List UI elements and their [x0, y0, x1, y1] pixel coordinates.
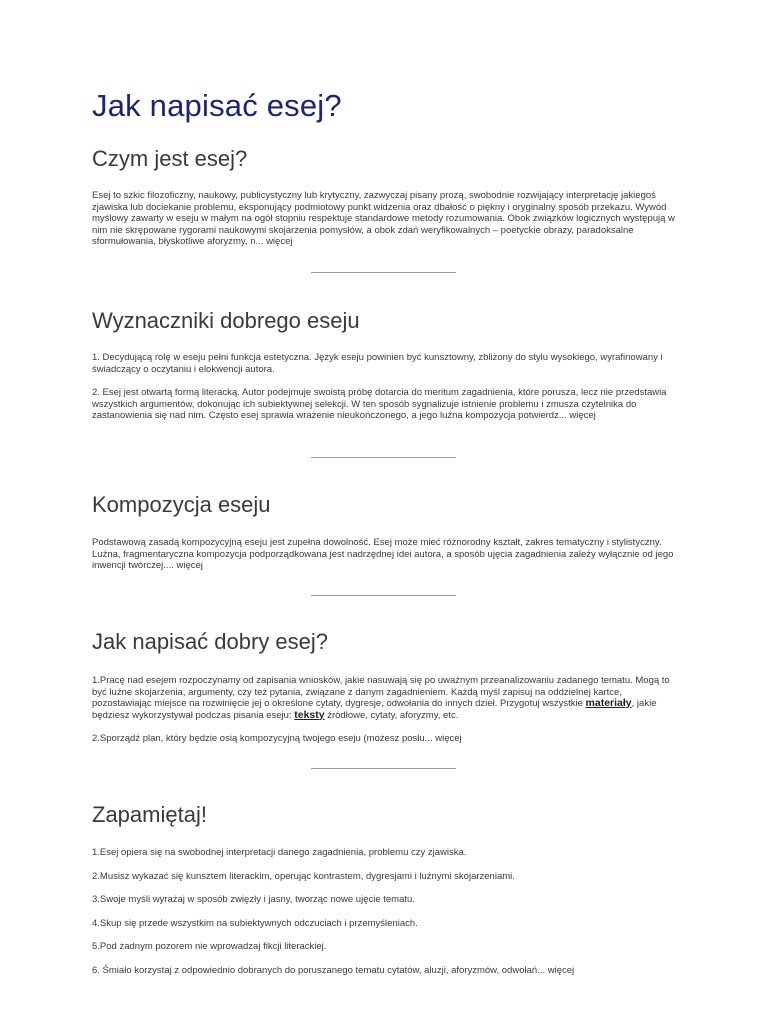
list-item — [92, 965, 682, 977]
paragraph-text: źródłowe, cytaty, aforyzmy, etc. — [324, 709, 459, 721]
section-heading-kompozycja: Kompozycja eseju — [92, 492, 271, 517]
section-heading-wyznaczniki: Wyznaczniki dobrego eseju — [92, 308, 360, 333]
teksty-link[interactable]: teksty — [294, 708, 325, 721]
list-item: 1.Esej opiera się na swobodnej interpretacji danego zagadnienia, problemu czy zjawiska. — [92, 847, 467, 858]
page-title: Jak napisać esej? — [92, 88, 342, 123]
paragraph-text: 1.Pracę nad esejem rozpoczynamy od zapisania wniosków, jakie nasuwają się po uważnym przeanalizowaniu zadanego tematu. Mogą to być luźne skojarzenia, argumenty, czy też pytania, związane z danym zagadnieniem. Każdą myśl zapisuj na oddzielnej kartce, pozostawiając miejsce na rozwinięcie jej o określone cytaty, dygresje, odwołania do innych dzieł. Przygotuj wszystkie — [92, 675, 670, 709]
paragraph-text: 2.Sporządź plan, który będzie osią kompozycyjną twojego eseju (możesz posłu... — [92, 733, 436, 744]
more-link[interactable]: więcej — [547, 965, 575, 976]
section-text-jak-napisac-1 — [92, 675, 682, 721]
section-heading-jak-napisac: Jak napisać dobry esej? — [92, 629, 329, 654]
more-link[interactable]: więcej — [266, 236, 293, 247]
more-link[interactable]: więcej — [435, 733, 462, 744]
section-text-jak-napisac-2 — [92, 733, 682, 745]
section-heading-zapamietaj: Zapamiętaj! — [92, 802, 207, 827]
list-item: 2.Musisz wykazać się kunsztem literackim, operując kontrastem, dygresjami i luźnymi skojarzeniami. — [92, 871, 515, 882]
paragraph-text: , jakie będziesz wykorzystywał podczas pisania eseju: — [92, 698, 657, 721]
paragraph-text: 6. Śmiało korzystaj z odpowiednio dobranych do poruszanego tematu cytatów, aluzji, aforyzmów, odwołań... — [92, 965, 548, 976]
section-heading-czym-jest-esej: Czym jest esej? — [92, 146, 248, 171]
list-item: 3.Swoje myśli wyrażaj w sposób zwięzły i jasny, tworząc nowe ujęcie tematu. — [92, 894, 415, 905]
materialy-link[interactable]: materiały — [585, 697, 632, 709]
section-text-wyznaczniki-1: 1. Decydującą rolę w eseju pełni funkcja estetyczna. Język eseju powinien być kunsztowny, zbliżony do stylu wysokiego, wyrafinowany i świadczący o oczytaniu i elokwencji autora. — [92, 352, 663, 375]
section-divider — [311, 595, 456, 596]
section-divider — [311, 457, 456, 458]
more-link[interactable]: więcej — [176, 560, 203, 571]
section-text-wyznaczniki-2 — [92, 387, 682, 422]
more-link[interactable]: więcej — [569, 410, 596, 421]
section-divider — [311, 768, 456, 769]
list-item: 5.Pod żadnym pozorem nie wprowadzaj fikcji literackiej. — [92, 941, 327, 952]
paragraph-text: 2. Esej jest otwartą formą literacką. Autor podejmuje swoistą próbę dotarcia do meritum zagadnienia, które porusza, lecz nie przedstawia wszystkich argumentów, dokonując ich subiektywnej selekcji. W ten sposób sygnalizuje istnienie problemu i zmusza czytelnika do zastanowienia się nad nim. Często esej sprawia wrażenie nieukończonego, a jego luźna kompozycja potwierdz... — [92, 387, 667, 421]
paragraph-text: Esej to szkic filozoficzny, naukowy, publicystyczny lub krytyczny, zazwyczaj pisany prozą, swobodnie rozwijający interpretację jakiegoś zjawiska lub dociekanie problemu, eksponujący podmiotowy punkt widzenia oraz dbałość o piękny i oryginalny sposób przekazu. Wywód myślowy zawarty w eseju w małym na ogół stopniu respektuje standardowe metody rozumowania. Obok związków logicznych występują w nim nie skrępowane rygorami naukowymi skojarzenia pomysłów, a obok zdań weryfikowalnych – poetyckie obrazy, paradoksalne sformułowania, błyskotliwe aforyzmy, n... — [92, 190, 675, 247]
list-item: 4.Skup się przede wszystkim na subiektywnych odczuciach i przemyśleniach. — [92, 918, 418, 929]
section-text-czym-jest-esej — [92, 190, 682, 248]
section-text-kompozycja — [92, 537, 682, 572]
paragraph-text: Podstawową zasadą kompozycyjną eseju jest zupełna dowolność. Esej może mieć różnorodny kształt, zakres tematyczny i stylistyczny. Luźna, fragmentaryczna kompozycja podporządkowana jest nadrzędnej idei autora, a sposób ujęcia zagadnienia zależy wyłącznie od jego inwencji twórczej.... — [92, 537, 674, 571]
section-divider — [311, 272, 456, 273]
